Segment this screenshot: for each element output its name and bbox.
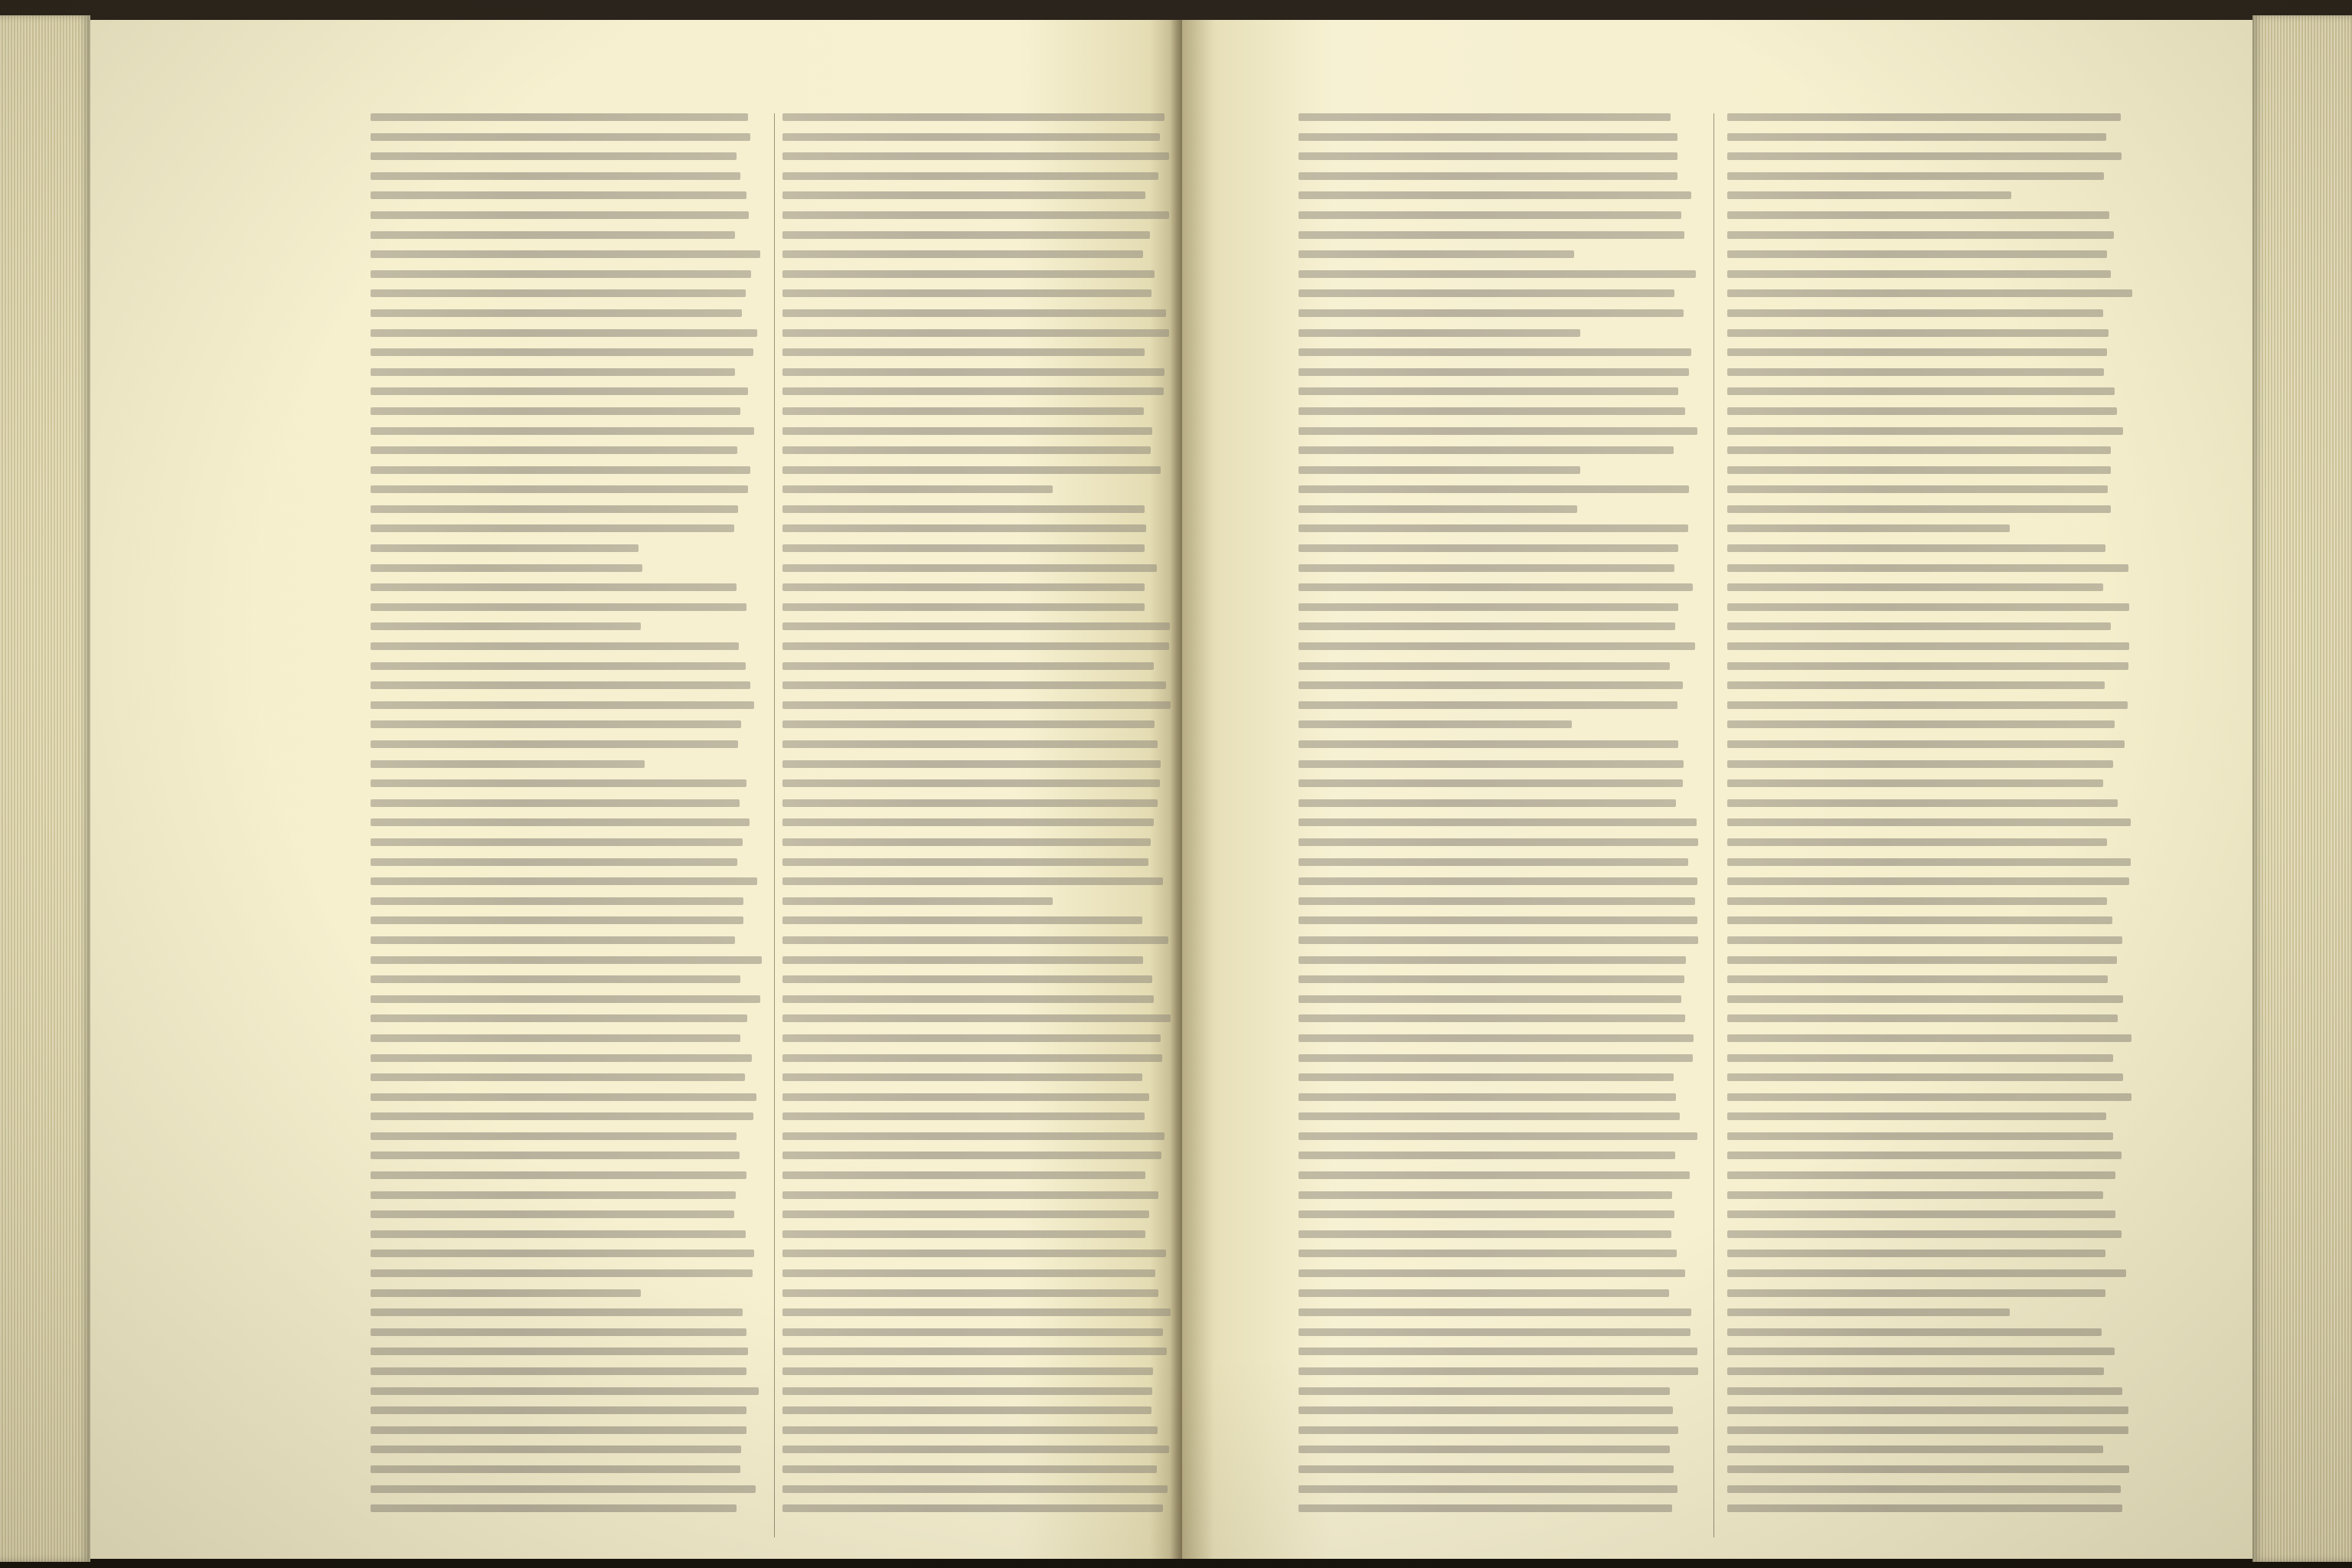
text-line <box>782 133 1160 141</box>
text-line <box>371 1289 641 1297</box>
text-line <box>1298 191 1691 199</box>
text-line <box>1298 1446 1670 1453</box>
text-line <box>1727 916 2112 924</box>
text-line <box>782 1289 1158 1297</box>
text-line <box>1727 446 2111 454</box>
text-line <box>1727 936 2122 944</box>
text-line <box>371 427 754 435</box>
text-line <box>1298 544 1678 552</box>
text-line <box>782 1446 1169 1453</box>
text-line <box>371 603 746 611</box>
text-line <box>371 191 746 199</box>
text-line <box>782 544 1145 552</box>
text-line <box>1727 1014 2118 1022</box>
text-line <box>782 446 1151 454</box>
text-line <box>782 1112 1145 1120</box>
text-line <box>1727 1034 2132 1042</box>
text-line <box>1298 936 1698 944</box>
text-line <box>1727 270 2111 278</box>
text-line <box>782 995 1154 1003</box>
text-line <box>782 1230 1145 1238</box>
text-line <box>1727 407 2117 415</box>
text-line <box>371 1367 746 1375</box>
text-line <box>1727 1191 2103 1199</box>
text-line <box>1727 329 2109 337</box>
text-line <box>1727 1210 2115 1218</box>
text-line <box>371 877 757 885</box>
text-line <box>782 466 1161 474</box>
text-line <box>1727 897 2107 905</box>
text-line <box>782 858 1148 866</box>
text-line <box>371 1504 737 1512</box>
text-line <box>1298 466 1580 474</box>
text-line <box>1298 799 1676 807</box>
text-line <box>371 348 753 356</box>
text-line <box>1298 1093 1676 1101</box>
text-line <box>1727 289 2132 297</box>
text-line <box>1727 1446 2103 1453</box>
text-line <box>371 1406 746 1414</box>
text-line <box>1727 524 2010 532</box>
text-line <box>371 701 754 709</box>
text-line <box>1727 1308 2010 1316</box>
text-line <box>1727 1348 2115 1355</box>
text-line <box>782 387 1164 395</box>
left-column-divider <box>774 113 775 1537</box>
text-line <box>371 1465 740 1473</box>
text-line <box>371 740 738 748</box>
text-line <box>782 1210 1149 1218</box>
text-line <box>1727 544 2105 552</box>
text-line <box>371 1250 754 1257</box>
text-line <box>371 505 738 513</box>
text-line <box>1298 1112 1680 1120</box>
text-line <box>1727 877 2129 885</box>
text-line <box>1298 1191 1672 1199</box>
text-line <box>371 1132 737 1140</box>
text-line <box>1298 603 1678 611</box>
text-line <box>1298 505 1577 513</box>
text-line <box>371 760 645 768</box>
text-line <box>1727 956 2117 964</box>
text-line <box>1298 1171 1690 1179</box>
text-line <box>1298 720 1572 728</box>
text-line <box>371 1210 734 1218</box>
text-line <box>782 720 1155 728</box>
text-line <box>1298 760 1684 768</box>
text-line <box>782 799 1158 807</box>
text-line <box>1298 779 1683 787</box>
text-line <box>782 975 1152 983</box>
text-line <box>1727 387 2115 395</box>
text-line <box>1727 858 2131 866</box>
text-line <box>782 1465 1157 1473</box>
text-line <box>1298 1034 1694 1042</box>
text-line <box>371 975 740 983</box>
text-line <box>1727 309 2103 317</box>
text-line <box>782 1269 1155 1277</box>
text-line <box>782 427 1152 435</box>
text-line <box>371 838 743 846</box>
text-line <box>1727 622 2111 630</box>
text-line <box>782 1171 1145 1179</box>
text-line <box>1727 818 2131 826</box>
text-line <box>782 564 1157 572</box>
text-line <box>1727 1171 2115 1179</box>
text-line <box>1298 1014 1685 1022</box>
text-line <box>1298 956 1686 964</box>
text-line <box>1298 975 1684 983</box>
text-line <box>371 250 760 258</box>
text-line <box>1727 348 2107 356</box>
text-line <box>1298 250 1574 258</box>
text-line <box>371 544 639 552</box>
text-line <box>371 1073 745 1081</box>
text-line <box>1298 113 1671 121</box>
text-line <box>1298 231 1684 239</box>
text-line <box>371 1387 759 1395</box>
text-line <box>782 603 1145 611</box>
text-line <box>1298 309 1684 317</box>
text-line <box>782 348 1145 356</box>
text-line <box>371 211 749 219</box>
text-line <box>782 662 1154 670</box>
text-line <box>1727 152 2122 160</box>
right-page-column-2 <box>1727 113 2135 1553</box>
text-line <box>1298 1054 1693 1062</box>
text-line <box>371 642 739 650</box>
text-line <box>371 1308 743 1316</box>
left-page-edges <box>0 15 90 1562</box>
text-line <box>371 1152 740 1159</box>
text-line <box>1298 329 1580 337</box>
text-line <box>1727 681 2105 689</box>
text-line <box>1727 1367 2104 1375</box>
text-line <box>1727 1054 2113 1062</box>
text-line <box>782 1406 1152 1414</box>
text-line <box>782 622 1170 630</box>
left-page <box>90 20 1182 1559</box>
text-line <box>1298 838 1698 846</box>
text-line <box>1298 172 1677 180</box>
text-line <box>1727 975 2108 983</box>
text-line <box>371 1269 753 1277</box>
text-line <box>782 1093 1149 1101</box>
text-line <box>1727 1250 2105 1257</box>
text-line <box>1298 740 1678 748</box>
text-line <box>371 1230 746 1238</box>
text-line <box>782 701 1171 709</box>
text-line <box>782 191 1145 199</box>
text-line <box>1727 838 2107 846</box>
text-line <box>371 485 748 493</box>
text-line <box>371 1348 748 1355</box>
text-line <box>1727 1504 2122 1512</box>
text-line <box>1298 916 1697 924</box>
text-line <box>371 622 641 630</box>
text-line <box>1298 1387 1670 1395</box>
text-line <box>1727 662 2128 670</box>
text-line <box>782 270 1155 278</box>
text-line <box>782 877 1163 885</box>
text-line <box>371 1054 752 1062</box>
text-line <box>1298 289 1674 297</box>
text-line <box>782 956 1143 964</box>
text-line <box>1298 1465 1674 1473</box>
text-line <box>782 779 1160 787</box>
text-line <box>782 1132 1165 1140</box>
text-line <box>782 368 1165 376</box>
right-page <box>1182 20 2252 1559</box>
text-line <box>1298 564 1674 572</box>
text-line <box>371 152 737 160</box>
text-line <box>371 524 734 532</box>
text-line <box>1298 622 1675 630</box>
text-line <box>371 897 743 905</box>
text-line <box>1298 524 1688 532</box>
text-line <box>782 897 1053 905</box>
text-line <box>371 133 750 141</box>
text-line <box>1727 779 2103 787</box>
text-line <box>371 858 737 866</box>
text-line <box>371 779 746 787</box>
text-line <box>371 1112 753 1120</box>
text-line <box>782 113 1165 121</box>
text-line <box>371 1191 736 1199</box>
text-line <box>782 172 1158 180</box>
text-line <box>1727 211 2109 219</box>
text-line <box>1298 583 1693 591</box>
text-line <box>371 956 762 964</box>
text-line <box>782 1328 1163 1336</box>
text-line <box>782 1152 1161 1159</box>
text-line <box>371 799 740 807</box>
text-line <box>1298 1348 1697 1355</box>
text-line <box>1298 701 1677 709</box>
text-line <box>1727 113 2121 121</box>
text-line <box>371 1446 741 1453</box>
text-line <box>1298 1485 1677 1493</box>
text-line <box>371 995 760 1003</box>
text-line <box>371 387 748 395</box>
text-line <box>782 485 1053 493</box>
text-line <box>371 407 740 415</box>
text-line <box>782 1191 1158 1199</box>
text-line <box>1298 1289 1669 1297</box>
text-line <box>1298 348 1691 356</box>
text-line <box>1727 1112 2106 1120</box>
text-line <box>782 1014 1171 1022</box>
text-line <box>1298 368 1689 376</box>
text-line <box>782 681 1166 689</box>
text-line <box>1298 1250 1677 1257</box>
text-line <box>1298 1367 1698 1375</box>
text-line <box>782 309 1166 317</box>
text-line <box>782 1504 1163 1512</box>
text-line <box>782 818 1154 826</box>
text-line <box>1727 564 2128 572</box>
text-line <box>371 368 735 376</box>
text-line <box>1727 191 2011 199</box>
text-line <box>782 1367 1153 1375</box>
text-line <box>1727 740 2125 748</box>
text-line <box>1727 466 2111 474</box>
text-line <box>371 583 737 591</box>
text-line <box>1727 172 2104 180</box>
text-line <box>1727 995 2123 1003</box>
text-line <box>1727 642 2129 650</box>
text-line <box>1298 152 1677 160</box>
text-line <box>782 1054 1162 1062</box>
text-line <box>1298 133 1677 141</box>
text-line <box>782 329 1169 337</box>
text-line <box>1727 1485 2121 1493</box>
text-line <box>1298 446 1674 454</box>
text-line <box>371 1171 746 1179</box>
text-line <box>1298 407 1685 415</box>
text-line <box>1298 1328 1690 1336</box>
text-line <box>1298 1308 1691 1316</box>
text-line <box>1727 1465 2129 1473</box>
text-line <box>1727 1093 2132 1101</box>
text-line <box>371 1034 740 1042</box>
text-line <box>371 681 750 689</box>
text-line <box>782 1073 1142 1081</box>
text-line <box>1727 603 2129 611</box>
text-line <box>371 1093 756 1101</box>
text-line <box>1727 701 2128 709</box>
text-line <box>1727 1230 2122 1238</box>
text-line <box>371 1014 747 1022</box>
text-line <box>371 466 750 474</box>
text-line <box>782 1250 1166 1257</box>
text-line <box>371 329 757 337</box>
text-line <box>1727 1132 2113 1140</box>
text-line <box>782 1308 1171 1316</box>
text-line <box>1727 1073 2123 1081</box>
text-line <box>782 152 1169 160</box>
text-line <box>371 270 751 278</box>
text-line <box>1727 133 2106 141</box>
text-line <box>1298 1132 1697 1140</box>
text-line <box>782 838 1151 846</box>
text-line <box>1298 427 1697 435</box>
text-line <box>782 1034 1161 1042</box>
text-line <box>371 936 735 944</box>
text-line <box>1298 270 1696 278</box>
text-line <box>1298 858 1688 866</box>
text-line <box>1727 1269 2126 1277</box>
text-line <box>782 1348 1167 1355</box>
text-line <box>1727 427 2123 435</box>
text-line <box>371 1426 746 1434</box>
left-page-column-1 <box>371 113 764 1553</box>
text-line <box>1298 1269 1685 1277</box>
text-line <box>371 1328 746 1336</box>
text-line <box>371 309 742 317</box>
text-line <box>371 172 740 180</box>
left-page-column-2 <box>782 113 1173 1553</box>
text-line <box>371 113 748 121</box>
text-line <box>782 760 1161 768</box>
text-line <box>1727 485 2108 493</box>
text-line <box>1298 662 1670 670</box>
text-line <box>782 642 1169 650</box>
text-line <box>1298 1152 1675 1159</box>
text-line <box>1727 1289 2105 1297</box>
text-line <box>1727 250 2107 258</box>
text-line <box>1298 1406 1673 1414</box>
text-line <box>782 231 1150 239</box>
text-line <box>1727 231 2114 239</box>
text-line <box>1298 1504 1672 1512</box>
text-line <box>782 250 1143 258</box>
text-line <box>1298 485 1689 493</box>
text-line <box>1298 1230 1671 1238</box>
text-line <box>1727 505 2111 513</box>
text-line <box>1298 211 1681 219</box>
text-line <box>1727 760 2113 768</box>
text-line <box>371 289 746 297</box>
text-line <box>1727 1328 2102 1336</box>
right-column-divider <box>1713 113 1714 1537</box>
text-line <box>782 289 1152 297</box>
text-line <box>1298 681 1683 689</box>
text-line <box>371 446 737 454</box>
text-line <box>1298 877 1697 885</box>
text-line <box>782 407 1144 415</box>
text-line <box>1298 1073 1674 1081</box>
text-line <box>1298 1210 1674 1218</box>
text-line <box>371 1485 756 1493</box>
text-line <box>1298 897 1695 905</box>
text-line <box>371 564 642 572</box>
text-line <box>1727 1426 2128 1434</box>
text-line <box>371 818 750 826</box>
text-line <box>782 505 1145 513</box>
text-line <box>1727 368 2104 376</box>
text-line <box>1727 1406 2128 1414</box>
text-line <box>782 740 1158 748</box>
text-line <box>782 211 1169 219</box>
text-line <box>1298 995 1681 1003</box>
text-line <box>782 524 1146 532</box>
text-line <box>782 583 1145 591</box>
text-line <box>782 1485 1168 1493</box>
text-line <box>1727 799 2118 807</box>
text-line <box>1727 583 2103 591</box>
text-line <box>1298 387 1678 395</box>
right-page-column-1 <box>1298 113 1701 1553</box>
text-line <box>782 916 1142 924</box>
text-line <box>1298 1426 1678 1434</box>
text-line <box>782 1426 1158 1434</box>
text-line <box>371 720 741 728</box>
text-line <box>782 936 1168 944</box>
text-line <box>371 916 743 924</box>
text-line <box>371 662 746 670</box>
text-line <box>1298 818 1697 826</box>
right-page-edges <box>2252 15 2352 1562</box>
text-line <box>782 1387 1152 1395</box>
text-line <box>1298 642 1695 650</box>
text-line <box>1727 1387 2122 1395</box>
text-line <box>1727 1152 2122 1159</box>
text-line <box>371 231 735 239</box>
text-line <box>1727 720 2115 728</box>
